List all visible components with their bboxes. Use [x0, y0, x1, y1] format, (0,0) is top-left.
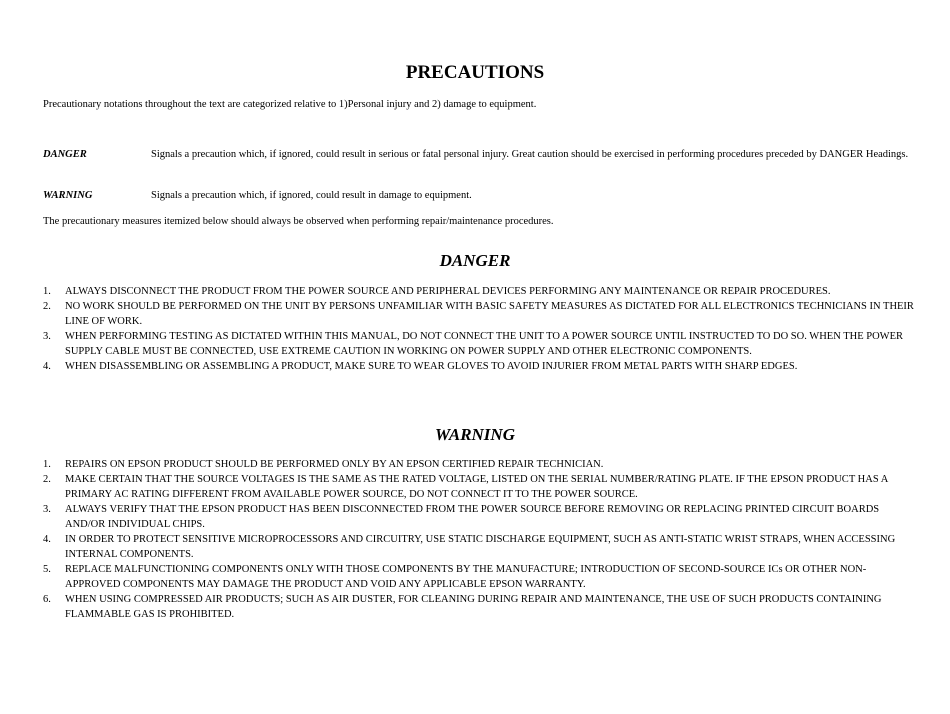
- item-number: 5.: [43, 564, 51, 575]
- item-text: IN ORDER TO PROTECT SENSITIVE MICROPROCESSORS AND CIRCUITRY, USE STATIC DISCHARGE EQUIPMENT, SUCH AS ANTI-STATIC WRIST STRAPS, WHEN ACCESSING INTERNAL COMPONENTS.: [65, 534, 896, 560]
- definition-text: Signals a precaution which, if ignored, could result in serious or fatal personal injury. Great caution should be exercised in performing procedures preceded by DANGER Headings.: [151, 149, 909, 160]
- item-number: 3.: [43, 331, 51, 342]
- definition-term: WARNING: [43, 190, 93, 201]
- item-text: REPLACE MALFUNCTIONING COMPONENTS ONLY WITH THOSE COMPONENTS BY THE MANUFACTURE; INTRODUCTION OF SECOND-SOURCE ICs OR OTHER NON-APPROVED COMPONENTS MAY DAMAGE THE PRODUCT AND VOID ANY APPLICABLE EPSON WARRANTY.: [65, 564, 867, 590]
- item-text: WHEN USING COMPRESSED AIR PRODUCTS; SUCH AS AIR DUSTER, FOR CLEANING DURING REPAIR AND MAINTENANCE, THE USE OF SUCH PRODUCTS CONTAINING FLAMMABLE GAS IS PROHIBITED.: [65, 594, 882, 620]
- list-item: [43, 562, 915, 592]
- item-number: 4.: [43, 534, 51, 545]
- item-number: 2.: [43, 301, 51, 312]
- list-item: [43, 592, 915, 622]
- item-number: 3.: [43, 504, 51, 515]
- item-number: 6.: [43, 594, 51, 605]
- list-item: [43, 359, 915, 374]
- list-item: [43, 457, 915, 472]
- list-item: [43, 284, 915, 299]
- warning-heading: WARNING: [435, 425, 515, 444]
- list-item: [43, 532, 915, 562]
- item-number: 2.: [43, 474, 51, 485]
- item-text: NO WORK SHOULD BE PERFORMED ON THE UNIT BY PERSONS UNFAMILIAR WITH BASIC SAFETY MEASURES AS DICTATED FOR ALL ELECTRONICS TECHNICIANS IN THEIR LINE OF WORK.: [65, 301, 914, 327]
- page-title: PRECAUTIONS: [405, 62, 545, 83]
- item-number: 1.: [43, 459, 51, 470]
- definition-term: DANGER: [43, 149, 87, 160]
- danger-list: [43, 284, 915, 374]
- item-text: WHEN DISASSEMBLING OR ASSEMBLING A PRODUCT, MAKE SURE TO WEAR GLOVES TO AVOID INJURIER FROM METAL PARTS WITH SHARP EDGES.: [65, 361, 798, 372]
- intro-paragraph: Precautionary notations throughout the text are categorized relative to 1)Personal injury and 2) damage to equipment.: [43, 99, 537, 110]
- item-number: 4.: [43, 361, 51, 372]
- item-text: MAKE CERTAIN THAT THE SOURCE VOLTAGES IS THE SAME AS THE RATED VOLTAGE, LISTED ON THE SERIAL NUMBER/RATING PLATE. IF THE EPSON PRODUCT HAS A PRIMARY AC RATING DIFFERENT FROM AVAILABLE POWER SOURCE, DO NOT CONNECT IT TO THE POWER SOURCE.: [65, 474, 888, 500]
- definition-text: Signals a precaution which, if ignored, could result in damage to equipment.: [151, 190, 472, 201]
- item-text: ALWAYS DISCONNECT THE PRODUCT FROM THE POWER SOURCE AND PERIPHERAL DEVICES PERFORMING ANY MAINTENANCE OR REPAIR PROCEDURES.: [65, 286, 831, 297]
- warning-list: [43, 457, 915, 622]
- item-number: 1.: [43, 286, 51, 297]
- list-item: [43, 299, 915, 329]
- item-text: WHEN PERFORMING TESTING AS DICTATED WITHIN THIS MANUAL, DO NOT CONNECT THE UNIT TO A POWER SOURCE UNTIL INSTRUCTED TO DO SO. WHEN THE POWER SUPPLY CABLE MUST BE CONNECTED, USE EXTREME CAUTION IN WORKING ON POWER SUPPLY AND OTHER ELECTRONIC COMPONENTS.: [65, 331, 904, 357]
- measures-note: The precautionary measures itemized below should always be observed when performing repair/maintenance procedures.: [43, 216, 554, 227]
- item-text: REPAIRS ON EPSON PRODUCT SHOULD BE PERFORMED ONLY BY AN EPSON CERTIFIED REPAIR TECHNICIAN.: [65, 459, 604, 470]
- list-item: [43, 472, 915, 502]
- list-item: [43, 502, 915, 532]
- list-item: [43, 329, 915, 359]
- item-text: ALWAYS VERIFY THAT THE EPSON PRODUCT HAS BEEN DISCONNECTED FROM THE POWER SOURCE BEFORE REMOVING OR REPLACING PRINTED CIRCUIT BOARDS AND/OR INDIVIDUAL CHIPS.: [65, 504, 880, 530]
- danger-heading: DANGER: [439, 251, 511, 270]
